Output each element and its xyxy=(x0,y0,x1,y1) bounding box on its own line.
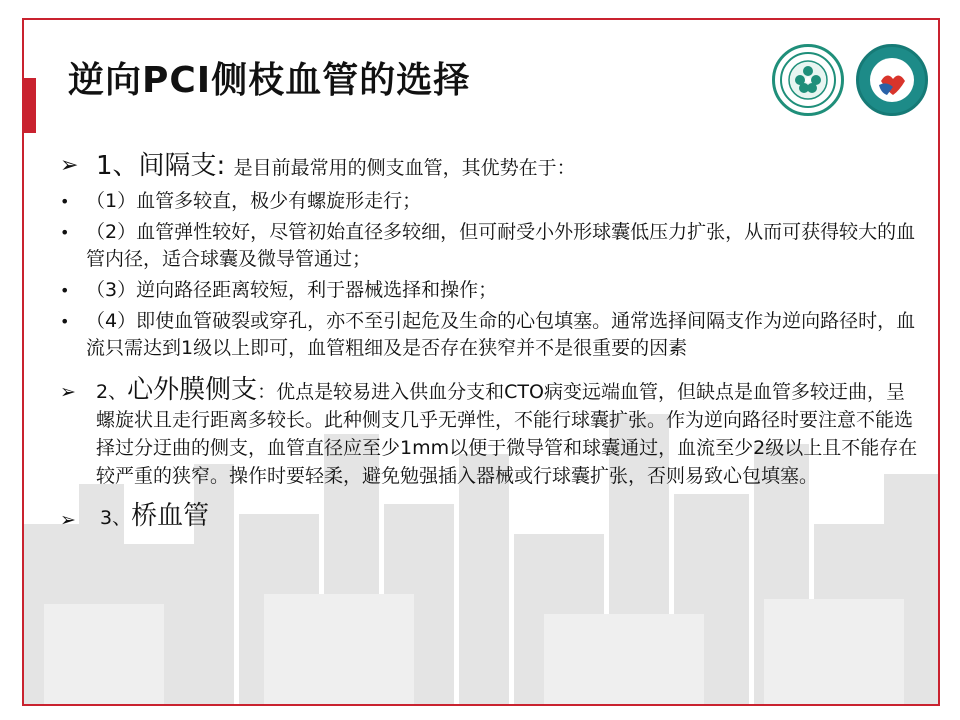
list-item-text: （1）血管多较直，极少有螺旋形走行； xyxy=(86,190,422,212)
slide-content xyxy=(60,150,920,534)
slide-title: 逆向PCI侧枝血管的选择 xyxy=(68,60,471,101)
bullet-dot-icon: • xyxy=(60,192,70,211)
section-1-title: 1、间隔支 xyxy=(96,151,217,181)
section-2-title: 心外膜侧支 xyxy=(127,375,258,405)
section-1-intro: 是目前最常用的侧支血管，其优势在于： xyxy=(233,157,576,179)
section-3-number: 3、 xyxy=(100,507,132,529)
list-item xyxy=(60,308,920,362)
bullet-dot-icon: • xyxy=(60,281,70,300)
bullet-dot-icon: • xyxy=(60,223,70,242)
list-item xyxy=(60,188,920,215)
arrow-bullet-icon: ➢ xyxy=(60,381,76,403)
arrow-bullet-icon: ➢ xyxy=(60,153,79,178)
section-2-colon: ： xyxy=(257,381,277,403)
title-accent-bar xyxy=(22,78,36,133)
arrow-bullet-icon: ➢ xyxy=(60,509,76,531)
section-3-title: 桥血管 xyxy=(131,501,210,531)
section-1-colon: : xyxy=(216,151,226,181)
hospital-logo-2-icon xyxy=(856,44,928,116)
section-3-heading xyxy=(60,500,920,534)
list-item xyxy=(60,277,920,304)
list-item-text: （2）血管弹性较好，尽管初始直径多较细，但可耐受小外形球囊低压力扩张，从而可获得较大的血管内径，适合球囊及微导管通过； xyxy=(86,221,916,270)
section-2-number: 2、 xyxy=(96,381,128,403)
list-item xyxy=(60,219,920,273)
section-2-text: 优点是较易进入供血分支和CTO病变远端血管，但缺点是血管多较迂曲，呈螺旋状且走行距离多较长。此种侧支几乎无弹性，不能行球囊扩张。作为逆向路径时要注意不能选择过分迂曲的侧支，血管直径应至少1mm以便于微导管和球囊通过，血流至少2级以上且不能存在较严重的狭窄。操作时要轻柔，避免勉强插入器械或行球囊扩张，否则易致心包填塞。 xyxy=(96,381,918,487)
list-item-text: （4）即使血管破裂或穿孔，亦不至引起危及生命的心包填塞。通常选择间隔支作为逆向路径时，血流只需达到1级以上即可，血管粗细及是否存在狭窄并不是很重要的因素 xyxy=(86,310,916,359)
section-1-heading xyxy=(60,150,920,184)
list-item-text: （3）逆向路径距离较短，利于器械选择和操作； xyxy=(86,279,498,301)
hospital-logo-1-icon xyxy=(772,44,844,116)
section-2 xyxy=(60,376,920,490)
bullet-dot-icon: • xyxy=(60,312,70,331)
